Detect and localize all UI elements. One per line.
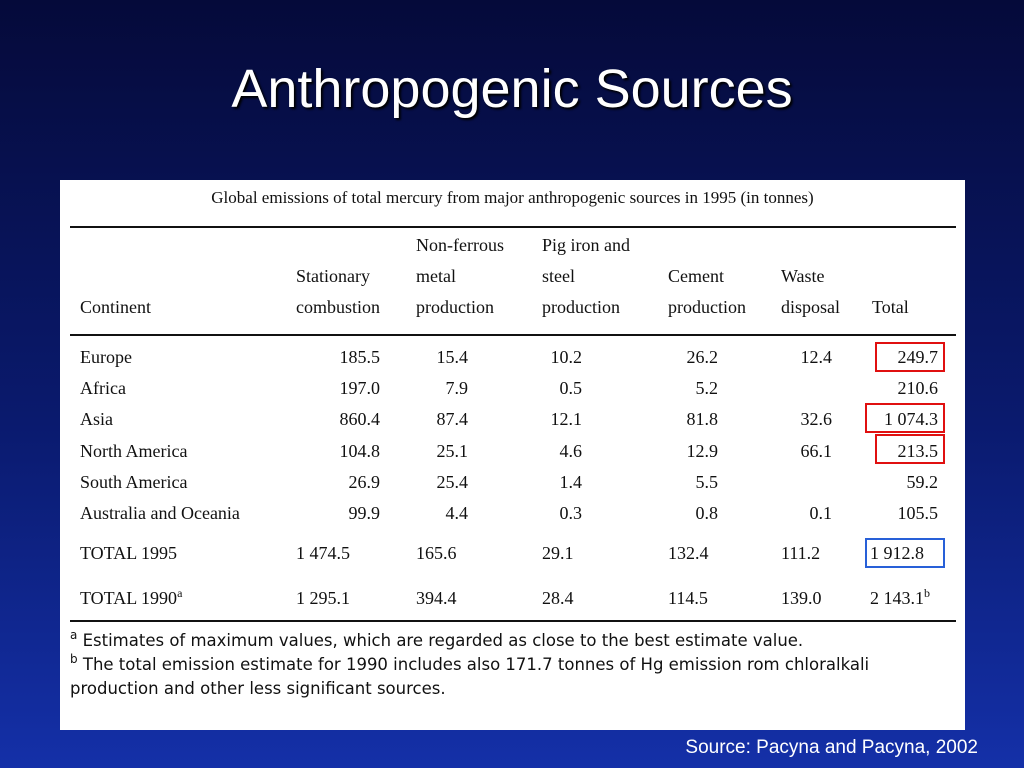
cell-asia-total: 1 074.3 (884, 409, 938, 430)
header-stationary-1: Stationary (296, 266, 370, 286)
cell-south-america-stationary: 26.9 (348, 471, 380, 492)
total-1990-stationary: 1 295.1 (296, 588, 350, 608)
total-1990-total-footnote-mark: b (924, 586, 930, 600)
table-top-rule (70, 226, 956, 228)
cell-south-america-nonferrous: 25.4 (436, 471, 468, 492)
cell-asia-stationary: 860.4 (339, 409, 380, 430)
cell-australia-and-oceania-nonferrous: 4.4 (445, 503, 468, 523)
cell-africa-stationary: 197.0 (339, 378, 380, 399)
total-1995-total: 1 912.8 (870, 543, 924, 563)
footnote-b-text: The total emission estimate for 1990 includes also 171.7 tonnes of Hg emission rom chloralkali (77, 655, 870, 674)
cell-australia-and-oceania-total: 105.5 (897, 503, 938, 523)
emissions-table (60, 180, 965, 730)
cell-europe-pigiron: 10.2 (550, 347, 582, 367)
cell-asia-continent: Asia (80, 409, 113, 430)
cell-north-america-pigiron: 4.6 (559, 440, 582, 461)
total-1990-cement: 114.5 (668, 588, 708, 608)
footnote-b-continued: production and other less significant sources. (70, 679, 446, 698)
header-waste-1: Waste (781, 266, 825, 286)
total-1990-label-footnote-mark: a (177, 586, 183, 600)
cell-europe-waste: 12.4 (800, 347, 832, 367)
cell-north-america-nonferrous: 25.1 (436, 440, 468, 461)
cell-north-america-continent: North America (80, 440, 188, 461)
cell-australia-and-oceania-pigiron: 0.3 (559, 503, 582, 523)
total-1990-total (870, 587, 930, 609)
cell-australia-and-oceania-stationary: 99.9 (348, 503, 380, 523)
total-1990-label-text: TOTAL 1990 (80, 588, 178, 608)
total-1995-nonferrous: 165.6 (416, 543, 457, 563)
footnote-b-mark: b (70, 652, 78, 666)
footnote-a-mark: a (70, 628, 78, 642)
cell-south-america-pigiron: 1.4 (559, 471, 582, 492)
total-1990-nonferrous: 394.4 (416, 588, 457, 608)
footnote-a (70, 629, 803, 653)
header-pigiron-1: Pig iron and (542, 235, 630, 255)
total-1995-waste: 111.2 (781, 543, 821, 563)
cell-asia-nonferrous: 87.4 (436, 409, 468, 430)
cell-europe-nonferrous: 15.4 (436, 347, 468, 367)
header-waste-2: disposal (781, 297, 841, 317)
header-cement-2: production (668, 297, 746, 317)
cell-north-america-waste: 66.1 (800, 440, 832, 461)
total-1990-pigiron: 28.4 (542, 588, 574, 608)
slide-title: Anthropogenic Sources (231, 59, 793, 119)
cell-south-america-cement: 5.5 (695, 471, 718, 492)
cell-africa-nonferrous: 7.9 (445, 378, 468, 399)
cell-north-america-stationary: 104.8 (339, 440, 380, 461)
table-caption: Global emissions of total mercury from major anthropogenic sources in 1995 (in tonnes) (211, 188, 814, 207)
header-stationary-2: combustion (296, 297, 380, 317)
cell-australia-and-oceania-cement: 0.8 (695, 503, 718, 523)
cell-north-america-cement: 12.9 (686, 440, 718, 461)
header-cement-1: Cement (668, 266, 724, 286)
cell-africa-cement: 5.2 (695, 378, 718, 399)
cell-africa-continent: Africa (80, 378, 126, 399)
source-citation: Source: Pacyna and Pacyna, 2002 (685, 737, 978, 758)
header-nonferrous-1: Non-ferrous (416, 235, 504, 255)
total-1995-cement: 132.4 (668, 543, 709, 563)
cell-africa-pigiron: 0.5 (559, 378, 582, 399)
header-nonferrous-2: metal (416, 266, 456, 286)
header-total: Total (872, 297, 909, 317)
total-1990-total-text: 2 143.1 (870, 588, 924, 608)
total-1995-label: TOTAL 1995 (80, 543, 178, 563)
cell-australia-and-oceania-waste: 0.1 (809, 503, 832, 523)
cell-asia-waste: 32.6 (800, 409, 832, 430)
header-continent: Continent (80, 297, 151, 317)
cell-asia-cement: 81.8 (686, 409, 718, 430)
header-nonferrous-3: production (416, 297, 494, 317)
total-1990-label (80, 587, 182, 609)
cell-europe-continent: Europe (80, 347, 132, 367)
footnote-a-text: Estimates of maximum values, which are regarded as close to the best estimate value. (77, 631, 804, 650)
total-1995-pigiron: 29.1 (542, 543, 574, 563)
cell-europe-stationary: 185.5 (339, 347, 380, 367)
cell-south-america-total: 59.2 (906, 471, 938, 492)
cell-europe-cement: 26.2 (686, 347, 718, 367)
total-1990-waste: 139.0 (781, 588, 822, 608)
header-pigiron-3: production (542, 297, 620, 317)
header-pigiron-2: steel (542, 266, 575, 286)
table-bottom-rule (70, 620, 956, 622)
cell-africa-total: 210.6 (897, 378, 938, 399)
cell-australia-and-oceania-continent: Australia and Oceania (80, 503, 240, 523)
table-header-rule (70, 334, 956, 336)
total-1995-stationary: 1 474.5 (296, 543, 350, 563)
footnote-b (70, 653, 869, 677)
cell-europe-total: 249.7 (897, 347, 938, 367)
cell-asia-pigiron: 12.1 (550, 409, 582, 430)
cell-north-america-total: 213.5 (897, 440, 938, 461)
cell-south-america-continent: South America (80, 471, 188, 492)
